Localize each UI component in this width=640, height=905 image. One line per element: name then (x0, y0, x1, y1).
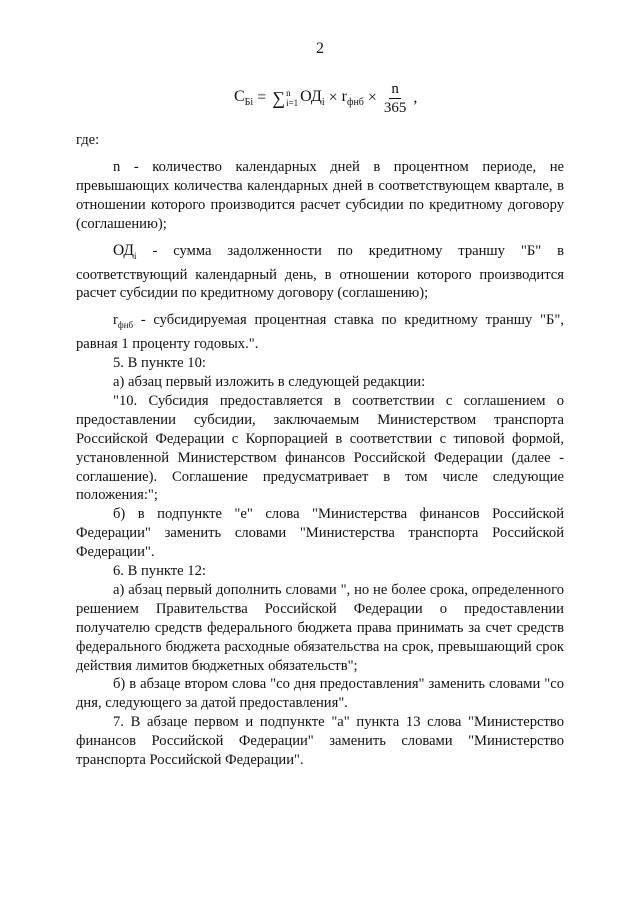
definition-od: $ОД_i$ - сумма задолженности по кредитному траншу "Б" в соответствующий календарный день, в отношении которого производится расчет субсидии по кредитному договору (соглашению); (76, 241, 564, 302)
formula-lhs: $С_{Бi}$ (234, 88, 254, 108)
item-6-heading: 6. В пункте 12: (113, 563, 206, 580)
definition-n: n - количество календарных дней в процентном периоде, не превышающих количества календарных дней в соответствующем квартале, в отношении которого производится расчет субсидии по кредитному договору (соглашению); (76, 158, 564, 232)
subsidy-formula: $С_{Бi}$ = ∑ n i=1 $ОД_i$ × $r_{фнб}$ × $\frac{n}{365}$ , (234, 80, 418, 116)
r-symbol: $r_{фнб}$ (113, 312, 134, 331)
od-symbol: $ОД_i$ (113, 241, 137, 261)
item-5-heading: 5. В пункте 10: (113, 355, 206, 372)
item-5a-quote: "10. Субсидия предоставляется в соответствии с соглашением о предоставлении субсидии, заключаемым Министерством транспорта Российской Федерации с Корпорацией в соответствии с типовой формой, установленной Министерством финансов Российской Федерации (далее - соглашение). Соглашение предусматривает в том числе следующие положения:"; (76, 392, 564, 504)
item-5b: б) в подпункте "е" слова "Министерства финансов Российской Федерации" заменить словами "Министерства транспорта Российской Федерации". (76, 506, 564, 561)
item-5a: а) абзац первый изложить в следующей редакции: (113, 373, 426, 390)
formula-sum: ∑ n i=1 (272, 87, 299, 108)
formula-debt-term: $ОД_i$ (300, 88, 325, 108)
item-6b: б) в абзаце втором слова "со дня предоставления" заменить словами "со дня, следующего за датой предоставления". (76, 676, 564, 712)
formula-rate-term: $r_{фнб}$ (341, 88, 364, 108)
page-number: 2 (316, 40, 324, 57)
item-7: 7. В абзаце первом и подпункте "а" пункта 13 слова "Министерство финансов Российской Федерации" заменить словами "Министерство транспорта Российской Федерации". (76, 714, 564, 769)
formula-equals: = (253, 89, 271, 106)
formula-fraction: $\frac{n}{365}$ (383, 80, 407, 116)
where-label: где: (76, 132, 100, 148)
document-body (76, 131, 564, 770)
definition-r: $r_{фнб}$ - субсидируемая процентная ставка по кредитному траншу "Б", равная 1 проценту годовых.". (76, 312, 564, 353)
item-6a: а) абзац первый дополнить словами ", но не более срока, определенного решением Правительства Российской Федерации о предоставлении получателю средств федерального бюджета права принимать за счет средств федерального бюджета расходные обязательства на срок, превышающий срок действия лимитов бюджетных обязательств"; (76, 581, 564, 674)
